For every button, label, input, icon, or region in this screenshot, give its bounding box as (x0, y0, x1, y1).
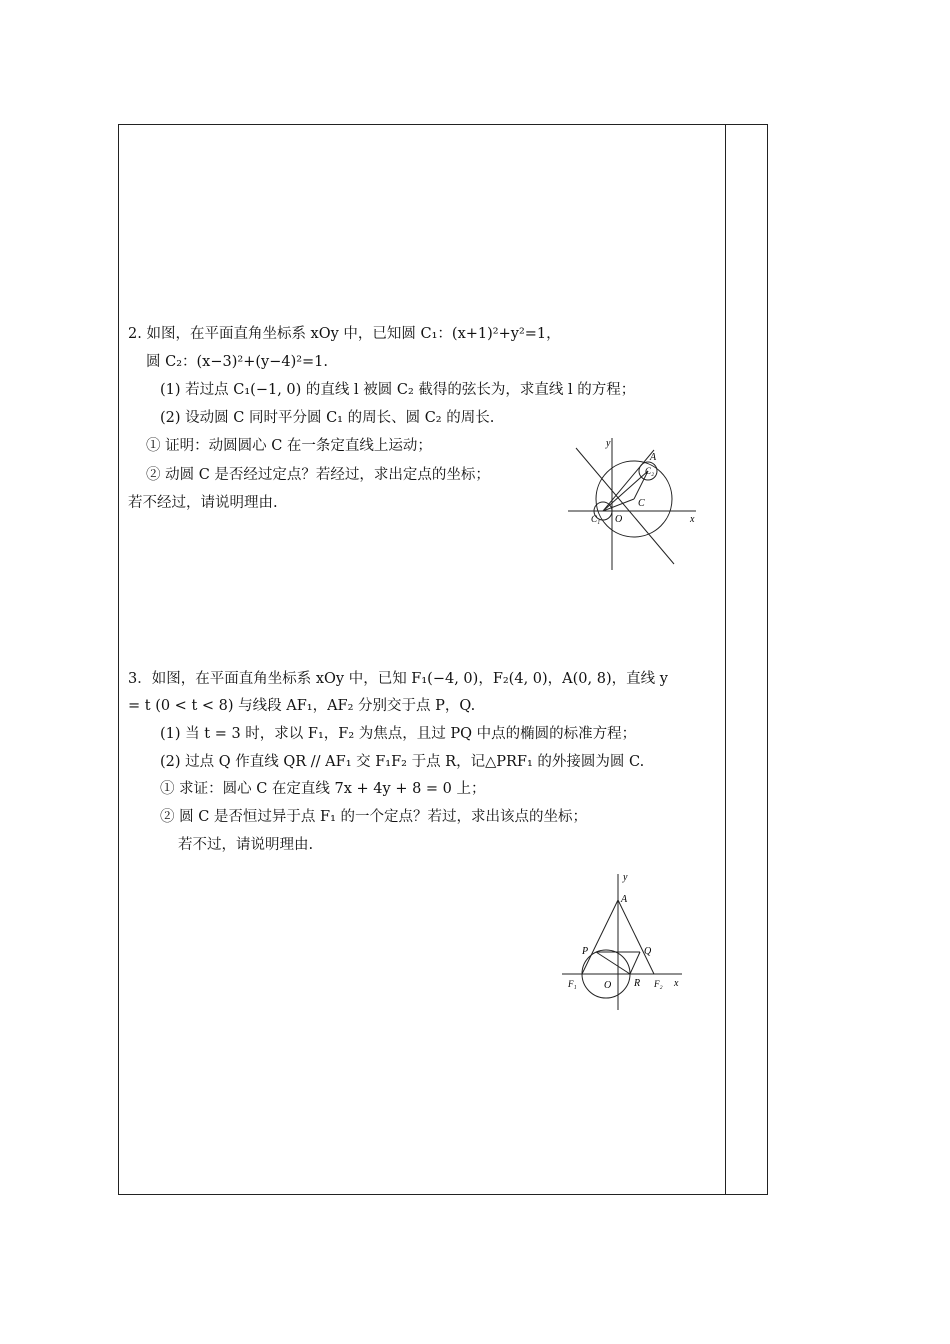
problem2-part2: (2) 设动圆 C 同时平分圆 C₁ 的周长、圆 C₂ 的周长. (160, 410, 495, 426)
fig3-label-y: y (623, 872, 628, 883)
problem3-line1: 3．如图，在平面直角坐标系 xOy 中，已知 F₁(−4, 0)，F₂(4, 0)，A(0, 8)，直线 y (128, 671, 668, 687)
problem2-line1: 2. 如图，在平面直角坐标系 xOy 中，已知圆 C₁：(x+1)²+y²=1， (128, 326, 561, 342)
problem3-part1: (1) 当 t = 3 时，求以 F₁，F₂ 为焦点，且过 PQ 中点的椭圆的标准方程； (160, 726, 637, 742)
fig3-label-f2: F₂ (654, 979, 663, 989)
fig3-label-a: A (621, 894, 628, 905)
problem2-line2: 圆 C₂：(x−3)²+(y−4)²=1. (146, 354, 329, 370)
problem2-sub1: ① 证明：动圆圆心 C 在一条定直线上运动； (146, 438, 432, 454)
fig2-label-c: C (638, 498, 645, 509)
fig3-label-p: P (582, 946, 589, 957)
fig2-label-c2: C₂ (645, 466, 655, 476)
problem2-sub2-continued: 若不经过，请说明理由. (128, 495, 278, 511)
fig3-label-f1: F₁ (568, 979, 577, 989)
problem3-sub1: ① 求证：圆心 C 在定直线 7x + 4y + 8 = 0 上； (160, 781, 486, 797)
fig2-label-x: x (690, 514, 695, 525)
fig3-label-x: x (674, 978, 679, 989)
fig3-label-q: Q (644, 946, 652, 957)
problem3-figure (556, 868, 696, 1018)
problem3-part2: (2) 过点 Q 作直线 QR // AF₁ 交 F₁F₂ 于点 R，记△PRF₁ 的外接圆为圆 C. (160, 754, 645, 770)
problem2-sub2: ② 动圆 C 是否经过定点？若经过，求出定点的坐标； (146, 467, 490, 483)
problem3-line2: = t (0 < t < 8) 与线段 AF₁，AF₂ 分别交于点 P，Q. (128, 698, 476, 714)
margin-column-divider (725, 124, 726, 1195)
fig2-label-a: A (650, 452, 657, 463)
problem2-figure (566, 434, 706, 574)
fig2-label-y: y (606, 438, 611, 449)
problem3-sub2-continued: 若不过，请说明理由. (178, 837, 314, 853)
fig3-label-r: R (634, 978, 641, 989)
fig2-label-o: O (615, 514, 623, 525)
worksheet-frame (118, 124, 768, 1195)
fig3-label-o: O (604, 980, 612, 991)
problem2-part1: (1) 若过点 C₁(−1, 0) 的直线 l 被圆 C₂ 截得的弦长为，求直线 l 的方程； (160, 382, 636, 398)
fig2-label-c1: C₁ (591, 514, 601, 524)
problem3-sub2: ② 圆 C 是否恒过异于点 F₁ 的一个定点？若过，求出该点的坐标； (160, 809, 588, 825)
